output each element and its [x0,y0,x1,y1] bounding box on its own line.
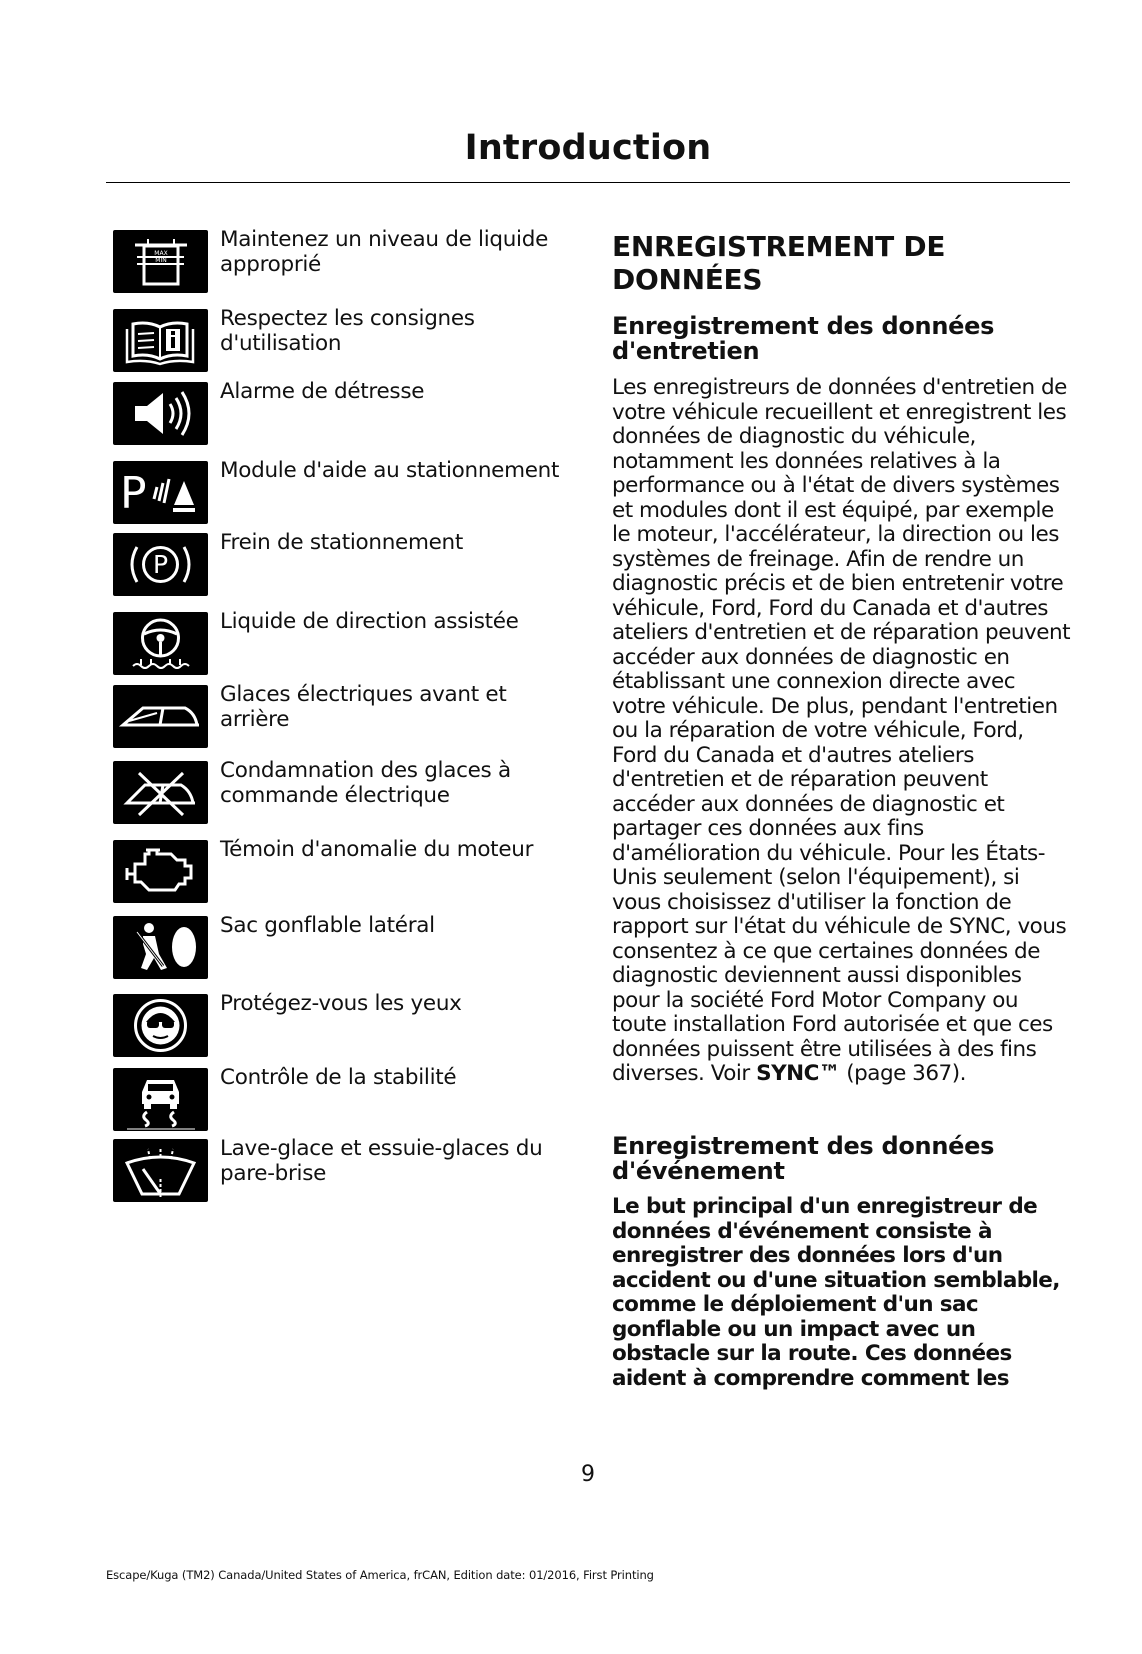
owner-manual-icon [113,309,208,372]
event-data-paragraph: Le but principal d'un enregistreur de données d'événement consiste à enregistrer des données lors d'un accident ou d'une situation semblable, comme le déploiement d'un sac gonflable ou un impact avec un obstacle sur la route. Ces données aident à comprendre comment les [612,1194,1060,1391]
symbol-row-parking-aid [113,459,573,523]
stability-control-icon [113,1068,208,1131]
page-number: 9 [581,1462,595,1487]
symbol-label: Frein de stationnement [220,530,464,555]
symbol-label: Contrôle de la stabilité [220,1065,457,1090]
symbol-row-check-engine [113,838,573,902]
power-window-icon [113,685,208,748]
symbol-label: Maintenez un niveau de liquide approprié [220,227,549,277]
symbol-row-power-steering [113,610,573,674]
symbol-label: Protégez-vous les yeux [220,991,462,1016]
symbol-row-stability-control [113,1066,573,1130]
sync-link[interactable]: SYNC™ [756,1061,840,1086]
parking-brake-icon [113,533,208,596]
symbol-row-horn [113,380,573,444]
horn-speaker-icon [113,382,208,445]
page-title: Introduction [464,128,712,168]
fluid-min-text: MIN [155,257,167,264]
symbol-label: Glaces électriques avant et arrière [220,682,507,732]
title-divider [106,182,1070,183]
symbol-label: Sac gonflable latéral [220,913,435,938]
symbol-label: Module d'aide au stationnement [220,458,560,483]
symbol-label: Témoin d'anomalie du moteur [220,837,534,862]
check-engine-icon [113,840,208,903]
symbol-row-owner-manual [113,307,573,371]
see-suffix: (page 367). [846,1061,966,1086]
symbol-row-window-lockout [113,759,573,823]
fluid-max-text: MAX [154,250,168,257]
symbol-row-power-window [113,683,573,747]
section-heading: ENREGISTREMENT DE DONNÉES [612,230,946,296]
symbol-row-fluid-level [113,228,573,292]
symbol-row-eye-protection [113,992,573,1056]
symbol-row-side-airbag [113,914,573,978]
sub-heading-event-data: Enregistrement des données d'événement [612,1132,995,1185]
see-prefix: Voir [710,1061,750,1086]
eye-protection-icon [113,994,208,1057]
parking-aid-icon [113,461,208,524]
symbol-label: Lave-glace et essuie-glaces du pare-brise [220,1136,543,1186]
symbol-label: Respectez les consignes d'utilisation [220,306,475,356]
parking-aid-p-text: P [120,468,147,519]
symbol-label: Alarme de détresse [220,379,425,404]
window-lockout-icon [113,761,208,824]
side-airbag-icon [113,916,208,979]
sub-heading-service-data: Enregistrement des données d'entretien [612,312,995,365]
symbol-label: Liquide de direction assistée [220,609,519,634]
footer-edition: Escape/Kuga (TM2) Canada/United States of America, frCAN, Edition date: 01/2016, First Printing [106,1568,654,1582]
parking-brake-p-text: P [152,550,169,579]
windshield-washer-icon [113,1139,208,1202]
symbol-label: Condamnation des glaces à commande électrique [220,758,511,808]
fluid-level-icon [113,230,208,293]
power-steering-fluid-icon [113,612,208,675]
symbol-row-washer [113,1137,573,1201]
service-data-paragraph: Les enregistreurs de données d'entretien de votre véhicule recueillent et enregistrent les données de diagnostic du véhicule, notamment les données relatives à la performance ou à l'état de divers systèmes et modules dont il est équipé, par exemple le moteur, l'accélérateur, la direction ou les systèmes de freinage. Afin de rendre un diagnostic précis et de bien entretenir votre véhicule, Ford, Ford du Canada et d'autres ateliers d'entretien et de réparation peuvent accéder aux données de diagnostic en établissant une connexion directe avec votre véhicule. De plus, pendant l'entretien ou la réparation de votre véhicule, Ford, Ford du Canada et d'autres ateliers d'entretien et de réparation peuvent accéder aux données de diagnostic et partager ces données aux fins d'amélioration du véhicule. Pour les États-Unis seulement (selon l'équipement), si vous choisissez d'utiliser la fonction de rapport sur l'état du véhicule de SYNC, vous consentez à ce que certaines données de diagnostic deviennent aussi disponibles pour la société Ford Motor Company ou toute installation Ford autorisée et que ces données puissent être utilisées à des fins diverses. Voir SYNC™ (page 367). [612,375,1071,1086]
symbol-row-parking-brake [113,531,573,595]
